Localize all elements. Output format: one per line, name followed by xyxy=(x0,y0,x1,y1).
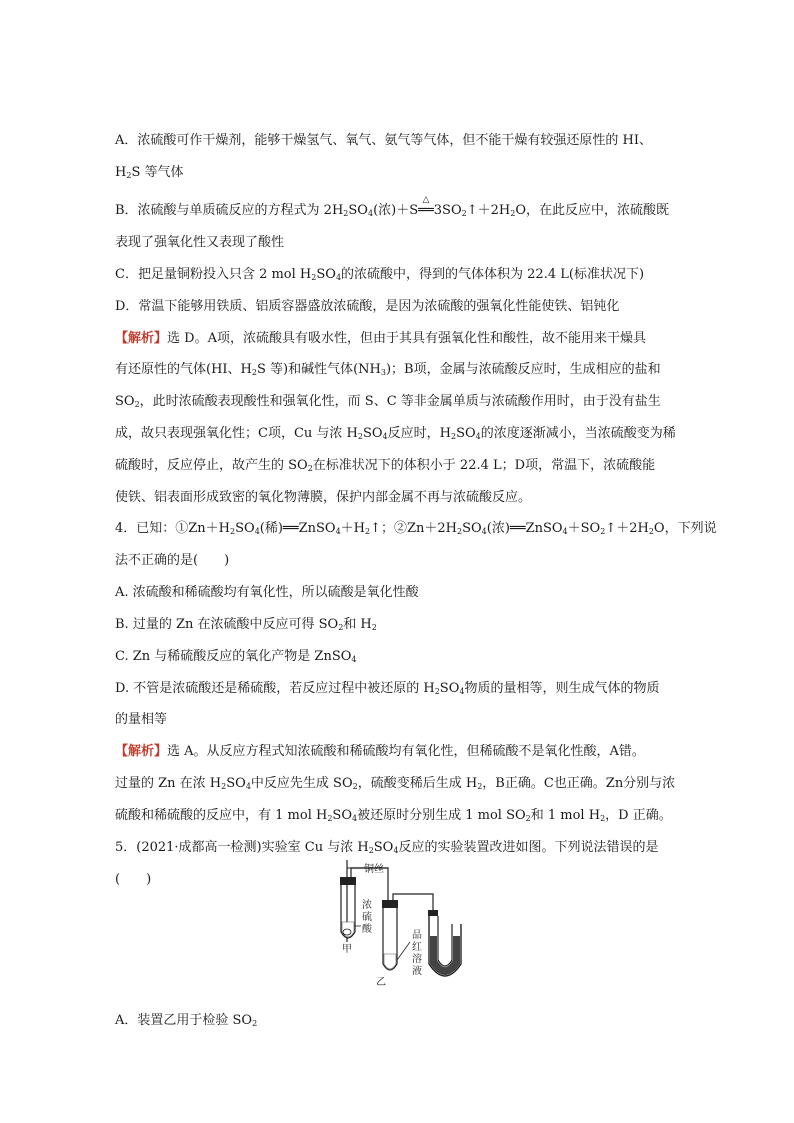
pinhong-2: 红 xyxy=(412,942,422,953)
line-3: B．浓硫酸与单质硫反应的方程式为 $2H_2SO_4$(浓)＋S △ $══3SO_2↑+2H_2O$，在此反应中，浓硫酸既 xyxy=(115,202,669,220)
line-8: 有还原性的气体(HI、$H_2S$ 等)和碱性气体$(NH_3)$；B项，金属与浓硫酸反应时，生成相应的盐和 xyxy=(115,362,661,377)
line-2: $H_2S$ 等气体 xyxy=(115,165,184,180)
analysis-tag: 【解析】 xyxy=(115,331,168,346)
conc-acid-2: 硫 xyxy=(362,912,372,923)
line-25: A．装置乙用于检验 $SO_2$ xyxy=(115,1013,258,1028)
tube-yi-u xyxy=(393,894,433,916)
line-16: B. 过量的 Zn 在浓硫酸中反应可得 $SO_2$和 $H_2$ xyxy=(115,617,377,632)
line-12: 使铁、铝表面形成致密的氧化物薄膜，保护内部金属不再与浓硫酸反应。 xyxy=(115,490,532,505)
conc-acid-1: 浓 xyxy=(362,900,372,911)
line-13: 4．已知：$①Zn+H_2SO_4$(稀)$══ZnSO_4+H_2↑$；$②Zn+2H_2SO_4$(浓)$══ZnSO_4+SO_2↑+2H_2O$，下列说 xyxy=(115,521,717,536)
line-21: 过量的 Zn 在浓 $H_2SO_4$中反应先生成 $SO_2$，硫酸变稀后生成 $H_2$，B正确。C也正确。Zn分别与浓 xyxy=(115,776,676,791)
line-24: ( ) xyxy=(115,872,152,887)
line-11: 硫酸时，反应停止，故产生的 $SO_2$在标准状况下的体积小于 22.4 L；D项，常温下，浓硫酸能 xyxy=(115,458,656,473)
line-18: D. 不管是浓硫酸还是稀硫酸，若反应过程中被还原的 $H_2SO_4$物质的量相等，则生成气体的物质 xyxy=(115,681,660,696)
pinhong-1: 品 xyxy=(412,930,422,941)
pinhong-pointer xyxy=(397,942,410,960)
line-5: C．把足量铜粉投入只含 2 mol $H_2SO_4$的浓硫酸中，得到的气体体积为 22.4 L(标准状况下) xyxy=(115,267,645,282)
apparatus-figure xyxy=(320,860,490,995)
heat-condition: △ ══ xyxy=(418,202,434,220)
stopper-yi xyxy=(382,900,398,908)
line-15: A. 浓硫酸和稀硫酸均有氧化性，所以硫酸是氧化性酸 xyxy=(115,585,419,600)
line-14: 法不正确的是( ) xyxy=(115,553,230,568)
analysis-tag-2: 【解析】 xyxy=(115,744,168,759)
line-19: 的量相等 xyxy=(115,712,168,727)
line-6: D．常温下能够用铁质、铝质容器盛放浓硫酸，是因为浓硫酸的强氧化性能使铁、铝钝化 xyxy=(115,299,620,314)
solution-yi xyxy=(384,954,396,969)
pinhong-4: 液 xyxy=(412,966,422,977)
line-22: 硫酸和稀硫酸的反应中，有 1 mol $H_2SO_4$被还原时分别生成 1 mol $SO_2$和 1 mol $H_2$，D 正确。 xyxy=(115,808,672,823)
copper-wire-label: 铜丝 xyxy=(364,864,384,875)
u-tube-inner xyxy=(438,916,452,966)
conc-acid-3: 酸 xyxy=(362,924,372,935)
line-20: 【解析】选 A。从反应方程式知浓硫酸和稀硫酸均有氧化性，但稀硫酸不是氧化性酸，A错。 xyxy=(115,744,645,759)
label-yi: 乙 xyxy=(376,977,386,988)
stopper-jia xyxy=(340,877,356,885)
stopper-u xyxy=(428,910,438,916)
pinhong-3: 溶 xyxy=(412,954,422,965)
line-9: $SO_2$，此时浓硫酸表现酸性和强氧化性，而 S、C 等非金属单质与浓硫酸作用时，由于没有盐生 xyxy=(115,394,661,409)
line-17: C. Zn 与稀硫酸反应的氧化产物是 ZnSO$_4$ xyxy=(115,649,357,664)
label-jia: 甲 xyxy=(342,944,352,955)
apparatus-diagram xyxy=(320,860,490,995)
u-tube-fill xyxy=(430,936,460,975)
line-1: A．浓硫酸可作干燥剂，能够干燥氢气、氧气、氨气等气体，但不能干燥有较强还原性的 HI、 xyxy=(115,133,652,148)
line-23: 5．(2021·成都高一检测)实验室 Cu 与浓 $H_2SO_4$反应的实验装置改进如图。下列说法错误的是 xyxy=(115,840,659,855)
heat-triangle-icon: △ xyxy=(422,195,430,205)
line-7: 【解析】选 D。A项，浓硫酸具有吸水性，但由于其具有强氧化性和酸性，故不能用来干燥具 xyxy=(115,331,646,346)
line-4: 表现了强氧化性又表现了酸性 xyxy=(115,235,285,250)
line-10: 成，故只表现强氧化性；C项，Cu 与浓 $H_2SO_4$反应时，$H_2SO_4$的浓度逐渐减小，当浓硫酸变为稀 xyxy=(115,426,676,441)
